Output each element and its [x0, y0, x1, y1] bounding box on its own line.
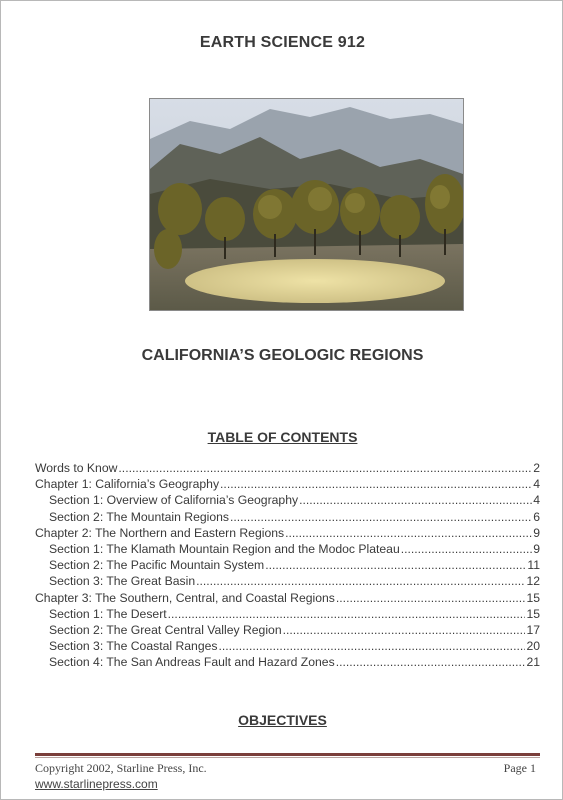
course-title: EARTH SCIENCE 912 [199, 34, 366, 51]
toc-entry-label: Section 1: The Desert [49, 606, 167, 621]
toc-entry-ch2-section-1[interactable] [35, 541, 540, 557]
footer-divider-thin [35, 757, 540, 758]
toc-leader-dots [218, 638, 525, 654]
toc-leader-dots [265, 557, 526, 573]
toc-entry-label: Section 1: Overview of California’s Geography [49, 493, 299, 508]
toc-entry-label: Section 2: The Great Central Valley Region [49, 622, 282, 637]
toc-entry-ch3-section-4[interactable] [35, 654, 540, 670]
toc-leader-dots [401, 541, 532, 557]
toc-leader-dots [299, 492, 532, 508]
toc-entry-page: 4 [533, 477, 540, 492]
page-number: Page 1 [503, 761, 536, 775]
copyright-notice: Copyright 2002, Starline Press, Inc. [35, 761, 207, 775]
toc-entry-ch1-section-1[interactable] [35, 492, 540, 508]
toc-entry-page: 9 [533, 525, 540, 540]
toc-entry-page: 20 [526, 639, 540, 654]
toc-entry-ch3-section-2[interactable] [35, 622, 540, 638]
toc-leader-dots [118, 460, 532, 476]
toc-entry-page: 15 [526, 606, 540, 621]
table-of-contents [35, 460, 540, 670]
toc-entry-chapter-3[interactable] [35, 590, 540, 606]
toc-heading: TABLE OF CONTENTS [207, 429, 358, 445]
toc-entry-label: Chapter 2: The Northern and Eastern Regions [35, 525, 285, 540]
toc-entry-ch3-section-3[interactable] [35, 638, 540, 654]
toc-entry-page: 2 [533, 461, 540, 475]
toc-entry-label: Chapter 3: The Southern, Central, and Coastal Regions [35, 590, 335, 605]
toc-leader-dots [336, 654, 526, 670]
toc-leader-dots [168, 606, 526, 622]
toc-entry-label: Words to Know [35, 461, 118, 475]
toc-entry-label: Section 3: The Coastal Ranges [49, 639, 218, 654]
footer-divider [35, 753, 540, 756]
toc-entry-page: 21 [526, 655, 540, 670]
toc-entry-ch1-section-2[interactable] [35, 509, 540, 525]
toc-leader-dots [283, 622, 526, 638]
toc-entry-label: Section 4: The San Andreas Fault and Hazard Zones [49, 655, 335, 670]
toc-entry-chapter-2[interactable] [35, 525, 540, 541]
toc-entry-label: Section 2: The Pacific Mountain System [49, 558, 265, 573]
toc-leader-dots [220, 476, 532, 492]
toc-entry-page: 6 [533, 509, 540, 524]
toc-entry-label: Section 3: The Great Basin [49, 574, 196, 589]
toc-entry-ch2-section-2[interactable] [35, 557, 540, 573]
toc-leader-dots [196, 573, 525, 589]
landscape-illustration [150, 99, 463, 310]
toc-entry-ch3-section-1[interactable] [35, 606, 540, 622]
toc-entry-label: Section 1: The Klamath Mountain Region and the Modoc Plateau [49, 541, 400, 556]
toc-entry-ch2-section-3[interactable] [35, 573, 540, 589]
toc-leader-dots [230, 509, 532, 525]
toc-entry-words-to-know[interactable] [35, 460, 540, 476]
publisher-website-link[interactable]: www.starlinepress.com [35, 777, 158, 791]
objectives-heading: OBJECTIVES [238, 712, 327, 728]
toc-entry-chapter-1[interactable] [35, 476, 540, 492]
toc-entry-page: 12 [526, 574, 540, 589]
toc-entry-label: Chapter 1: California’s Geography [35, 477, 220, 492]
toc-entry-page: 4 [533, 493, 540, 508]
toc-entry-page: 15 [526, 590, 540, 605]
section-title: CALIFORNIA’S GEOLOGIC REGIONS [141, 347, 424, 364]
toc-entry-label: Section 2: The Mountain Regions [49, 509, 229, 524]
cover-photo-mountain-landscape [149, 98, 464, 311]
toc-entry-page: 11 [527, 558, 540, 573]
toc-entry-page: 9 [533, 541, 540, 556]
toc-leader-dots [336, 590, 526, 606]
toc-entry-page: 17 [526, 622, 540, 637]
toc-leader-dots [285, 525, 532, 541]
